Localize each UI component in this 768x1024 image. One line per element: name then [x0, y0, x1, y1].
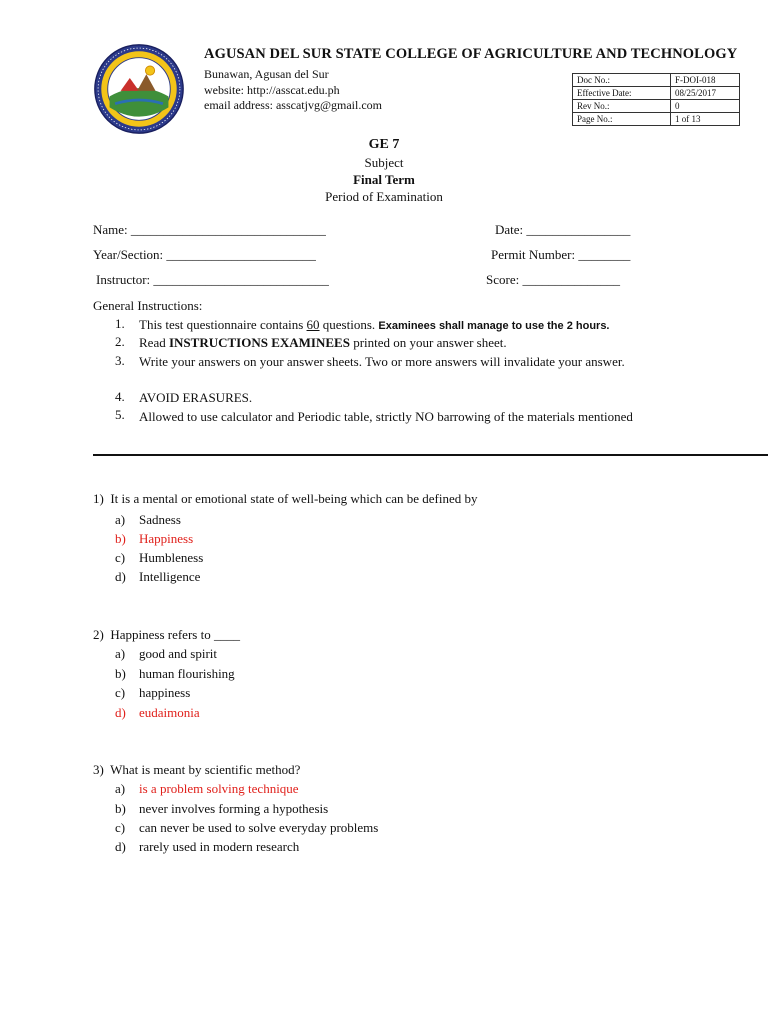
option-text[interactable]: human flourishing — [139, 666, 235, 681]
year-section-field[interactable]: Year/Section: _______________________ — [93, 247, 316, 262]
doc-info-row — [573, 87, 740, 100]
option-text[interactable]: can never be used to solve everyday problems — [139, 820, 379, 835]
instruction-number: 2. — [115, 334, 125, 349]
instruction-number: 1. — [115, 316, 125, 331]
college-address: Bunawan, Agusan del Sur — [204, 67, 329, 81]
college-website: website: http://asscat.edu.ph — [204, 83, 340, 97]
doc-info-key: Doc No.: — [573, 74, 671, 87]
instruction-number: 3. — [115, 353, 125, 368]
question-text: What is meant by scientific method? — [110, 762, 301, 777]
question-number: 3) — [93, 762, 104, 777]
permit-number-field[interactable]: Permit Number: ________ — [491, 247, 631, 262]
college-seal-icon — [93, 43, 185, 135]
option-text-correct[interactable]: is a problem solving technique — [139, 781, 299, 796]
question-number: 2) — [93, 627, 104, 642]
exam-term: Final Term — [353, 172, 415, 187]
instruction-text: printed on your answer sheet. — [349, 335, 507, 350]
instruction-note: Examinees shall manage to use the 2 hours. — [378, 320, 610, 332]
option-letter-correct: d) — [115, 705, 126, 720]
option-letter: c) — [115, 550, 126, 565]
doc-info-value: F-DOI-018 — [671, 74, 740, 87]
option-letter: d) — [115, 839, 126, 854]
general-instructions-title: General Instructions: — [93, 298, 203, 313]
option-text[interactable]: rarely used in modern research — [139, 839, 300, 854]
doc-info-key: Rev No.: — [573, 100, 671, 113]
question-1 — [93, 491, 477, 507]
option-letter-correct: b) — [115, 531, 126, 546]
question-text: Happiness refers to ____ — [110, 627, 240, 642]
option-text[interactable]: Intelligence — [139, 569, 201, 584]
option-letter: a) — [115, 781, 126, 796]
instruction-item — [139, 316, 699, 335]
option-letter: b) — [115, 801, 126, 816]
instruction-item: AVOID ERASURES. — [139, 390, 253, 405]
college-name: AGUSAN DEL SUR STATE COLLEGE OF AGRICULTURE AND TECHNOLOGY — [204, 46, 738, 62]
doc-info-value: 1 of 13 — [671, 113, 740, 126]
doc-info-key: Page No.: — [573, 113, 671, 126]
instruction-text: questions. — [319, 317, 379, 332]
option-letter: b) — [115, 666, 126, 681]
instruction-number: 5. — [115, 407, 125, 422]
option-text[interactable]: good and spirit — [139, 646, 217, 661]
instruction-item — [139, 334, 699, 352]
date-field[interactable]: Date: ________________ — [495, 222, 631, 237]
option-text[interactable]: Sadness — [139, 512, 181, 527]
option-text[interactable]: happiness — [139, 685, 191, 700]
instruction-number: 4. — [115, 389, 125, 404]
option-letter: d) — [115, 569, 126, 584]
doc-info-value: 08/25/2017 — [671, 87, 740, 100]
doc-info-row — [573, 74, 740, 87]
subject-code: GE 7 — [368, 137, 400, 152]
document-info-table — [572, 73, 740, 126]
question-2 — [93, 627, 240, 643]
instruction-item: Allowed to use calculator and Periodic table, strictly NO barrowing of the materials mentioned — [139, 409, 633, 424]
option-letter: c) — [115, 685, 126, 700]
option-text-correct[interactable]: eudaimonia — [139, 705, 200, 720]
instruction-text: Read — [139, 335, 169, 350]
instructor-field[interactable]: Instructor: ___________________________ — [96, 272, 329, 287]
college-email: email address: asscatjvg@gmail.com — [204, 98, 383, 112]
option-text[interactable]: Humbleness — [139, 550, 204, 565]
doc-info-value: 0 — [671, 100, 740, 113]
question-text: It is a mental or emotional state of well-being which can be defined by — [110, 491, 478, 506]
doc-info-row — [573, 100, 740, 113]
subject-label: Subject — [364, 155, 404, 170]
name-field[interactable]: Name: ______________________________ — [93, 222, 326, 237]
option-letter: a) — [115, 512, 126, 527]
instruction-text: This test questionnaire contains — [139, 317, 307, 332]
instruction-bold: INSTRUCTIONS EXAMINEES — [168, 335, 350, 350]
question-count: 60 — [306, 317, 320, 332]
doc-info-row — [573, 113, 740, 126]
option-text[interactable]: never involves forming a hypothesis — [139, 801, 329, 816]
question-3 — [93, 762, 300, 778]
option-text-correct[interactable]: Happiness — [139, 531, 194, 546]
instruction-item: Write your answers on your answer sheets. Two or more answers will invalidate your answer. — [139, 354, 625, 369]
period-label: Period of Examination — [325, 189, 443, 204]
question-number: 1) — [93, 491, 104, 506]
score-field[interactable]: Score: _______________ — [486, 272, 620, 287]
option-letter: c) — [115, 820, 126, 835]
doc-info-key: Effective Date: — [573, 87, 671, 100]
section-divider — [93, 454, 768, 456]
option-letter: a) — [115, 646, 126, 661]
